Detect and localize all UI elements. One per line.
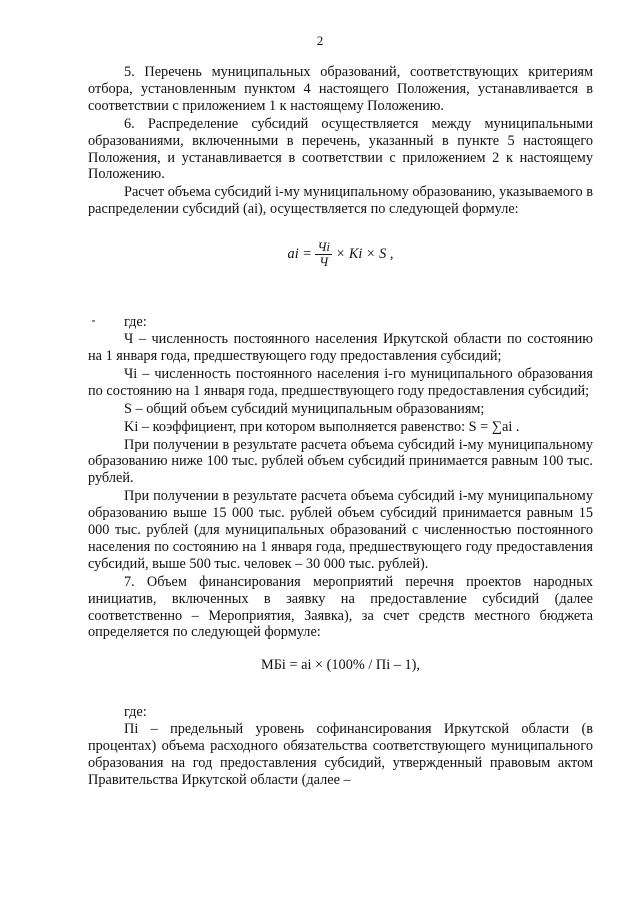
definition-chi: Чi – численность постоянного населения i-го муниципального образования по состоянию на 1 января года, предшествующего году предоставления субсидий; <box>88 365 593 399</box>
document-body <box>88 64 593 790</box>
formula-rhs: × Ki × S , <box>335 245 394 262</box>
high-limit-paragraph: При получении в результате расчета объема субсидий i-му муниципальному образованию выше 15 000 тыс. рублей объем субсидий принимается равным 15 000 тыс. рублей (для муниципальных образований с численностью постоянного населения по состоянию на 1 января года, предшествующего году предоставления субсидий, выше 500 тыс. человек – 30 000 тыс. рублей). <box>88 488 593 572</box>
where-label-2: где: <box>124 704 147 721</box>
fraction-numerator: Чi <box>317 239 331 255</box>
definition-s: S – общий объем субсидий муниципальным образованиям; <box>124 400 485 417</box>
formula-local-budget: МБi = ai × (100% / Пi – 1), <box>261 657 420 674</box>
calc-intro: Расчет объема субсидий i-му муниципальному образованию, указываемого в распределении субсидий (ai), осуществляется по следующей формуле: <box>88 184 593 218</box>
paragraph-7: 7. Объем финансирования мероприятий перечня проектов народных инициатив, включенных в заявку на предоставление субсидий (далее соответственно – Мероприятия, Заявка), за счет средств местного бюджета определяется по следующей формуле: <box>88 573 593 641</box>
page-number: 2 <box>316 33 324 48</box>
where-label-1: где: <box>124 314 147 331</box>
paragraph-6: 6. Распределение субсидий осуществляется между муниципальными образованиями, включенными в перечень, указанный в пункте 5 настоящего Положения, и устанавливается в соответствии с приложением 2 к настоящему Положению. <box>88 115 593 183</box>
fraction-denominator: Ч <box>319 254 329 270</box>
low-limit-paragraph: При получении в результате расчета объема субсидий i-му муниципальному образованию ниже 100 тыс. рублей объем субсидий принимается равным 100 тыс. рублей. <box>88 436 593 487</box>
definition-pi: Пi – предельный уровень софинансирования Иркутской области (в процентах) объема расходного обязательства соответствующего муниципального образования на год предоставления субсидий, утвержденный правовым актом Правительства Иркутской области (далее – <box>88 721 593 788</box>
definition-ch: Ч – численность постоянного населения Иркутской области по состоянию на 1 января года, предшествующего году предоставления субсидий; <box>88 331 593 364</box>
paragraph-5: 5. Перечень муниципальных образований, соответствующих критериям отбора, установленным пунктом 4 настоящего Положения, устанавливается в соответствии с приложением 1 к настоящему Положению. <box>88 64 593 114</box>
formula-fraction <box>315 240 332 269</box>
definition-k: Ki – коэффициент, при котором выполняется равенство: S = ∑ai . <box>124 418 520 435</box>
formula-lhs: ai = <box>287 245 312 262</box>
formula-subsidy <box>88 240 593 284</box>
